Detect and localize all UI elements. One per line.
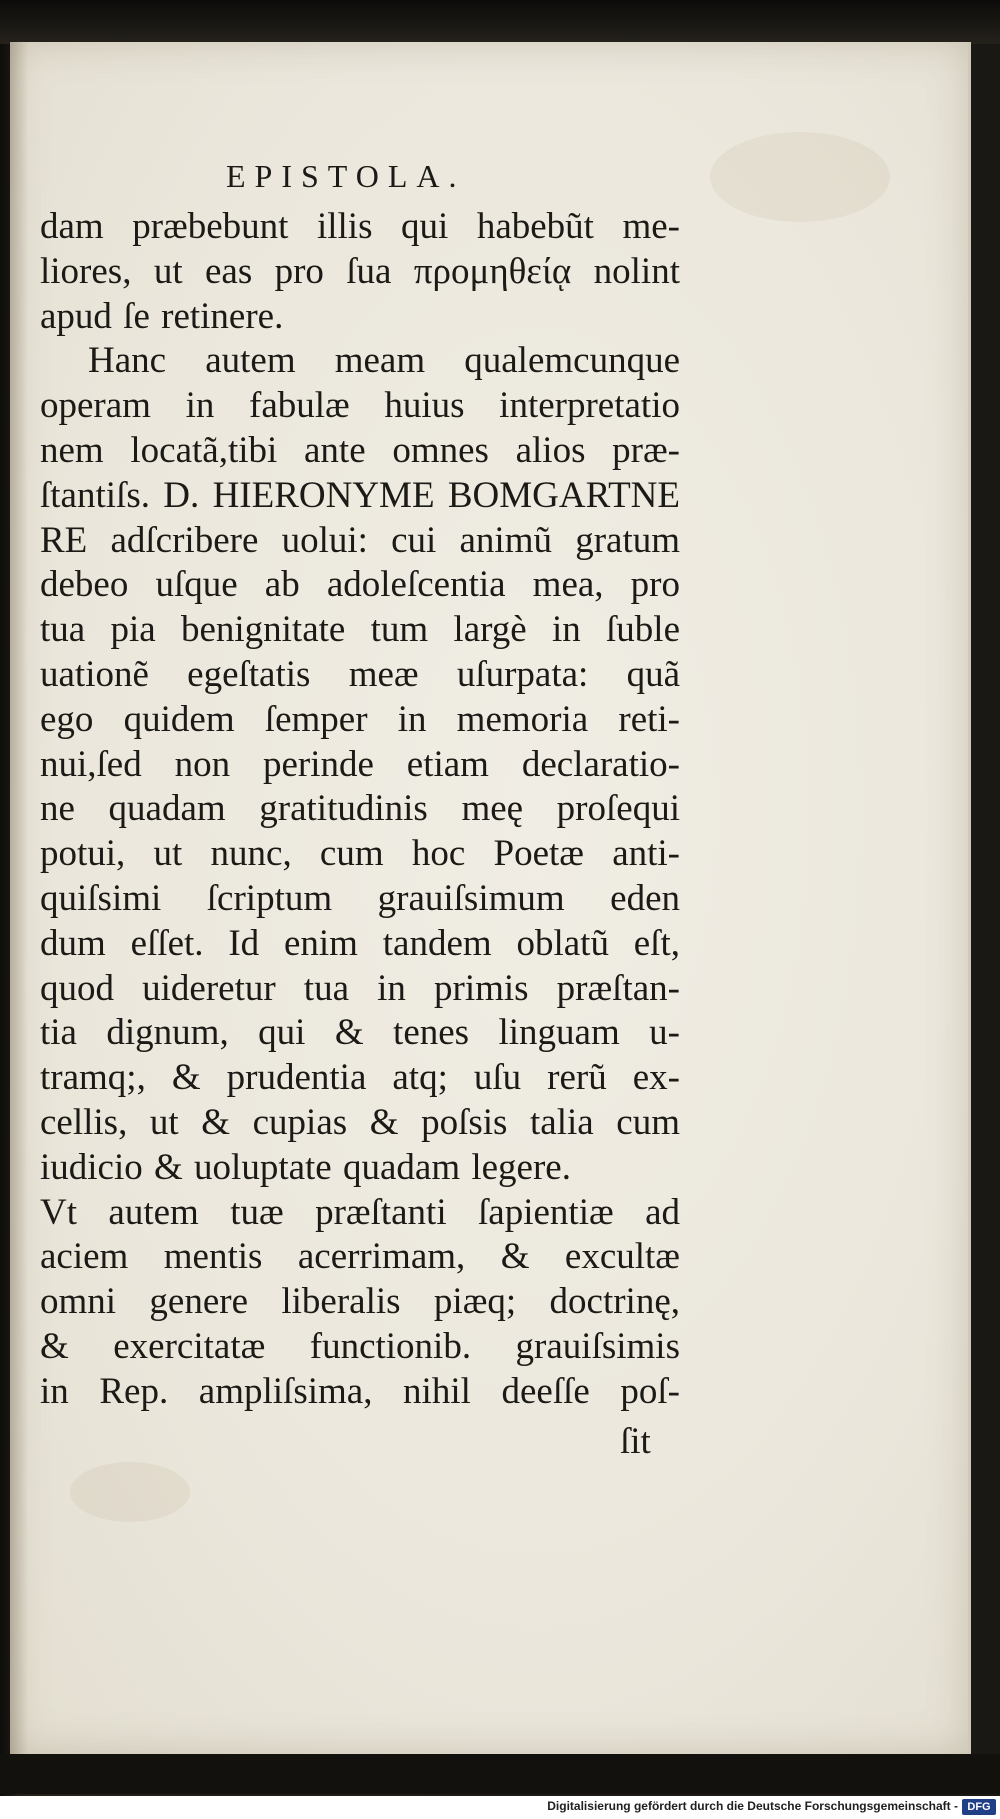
text-line: aciem mentis acerrimam, & excultæ <box>40 1236 680 1278</box>
text-line: nem locatã,tibi ante omnes alios præ- <box>40 429 680 471</box>
text-line: dum eſſet. Id enim tandem oblatũ eſt, <box>40 922 680 964</box>
text-line: omni genere liberalis piæq; doctrinę, <box>40 1281 680 1323</box>
text-line: Vt autem tuæ præſtanti ſapientiæ ad <box>40 1191 680 1233</box>
credit-text: Digitalisierung gefördert durch die Deutsche Forschungsgemeinschaft - <box>547 1799 958 1813</box>
text-line: tua pia benignitate tum largè in ſuble <box>40 609 680 651</box>
text-line: quiſsimi ſcriptum grauiſsimum eden <box>40 877 680 919</box>
text-line: apud ſe retinere. <box>40 295 284 337</box>
dfg-logo: DFG <box>962 1799 996 1815</box>
text-line: Hanc autem meam qualemcunque <box>88 340 680 382</box>
text-line: debeo uſque ab adoleſcentia mea, pro <box>40 564 680 606</box>
paper-stain <box>70 1462 190 1522</box>
paper-stain <box>710 132 890 222</box>
text-line: nui,ſed non perinde etiam declaratio- <box>40 743 680 785</box>
text-line: & exercitatæ functionib. grauiſsimis <box>40 1325 680 1367</box>
catchword: ſit <box>620 1421 651 1462</box>
digitization-credit-bar <box>0 1796 1000 1819</box>
text-line: iudicio & uoluptate quadam legere. <box>40 1146 571 1188</box>
text-line: ſtantiſs. D. HIERONYME BOMGARTNE <box>40 474 680 516</box>
running-head-text: EPISTOLA. <box>226 158 466 194</box>
text-line: ne quadam gratitudinis meę proſequi <box>40 788 680 830</box>
text-line: operam in fabulæ huius interpretatio <box>40 385 680 427</box>
text-line: tramq;, & prudentia atq; uſu rerũ ex- <box>40 1057 680 1099</box>
text-line: RE adſcribere uolui: cui animũ gratum <box>40 519 680 561</box>
text-line: cellis, ut & cupias & poſsis talia cum <box>40 1101 680 1143</box>
text-line: in Rep. ampliſsima, nihil deeſſe poſ- <box>40 1370 680 1412</box>
text-line: tia dignum, qui & tenes linguam u- <box>40 1012 680 1054</box>
text-line: liores, ut eas pro ſua προμηθείᾳ nolint <box>40 250 680 292</box>
text-line: potui, ut nunc, cum hoc Poetæ anti- <box>40 833 680 875</box>
text-line: quod uideretur tua in primis præſtan- <box>40 967 680 1009</box>
body-text <box>40 205 680 1415</box>
text-line: ego quidem ſemper in memoria reti- <box>40 698 680 740</box>
text-line: uationẽ egeſtatis meæ uſurpata: quã <box>40 653 680 695</box>
bottom-dark-strip <box>0 1754 1000 1794</box>
top-dark-strip <box>0 0 1000 44</box>
text-line: dam præbebunt illis qui habebũt me- <box>40 206 680 247</box>
